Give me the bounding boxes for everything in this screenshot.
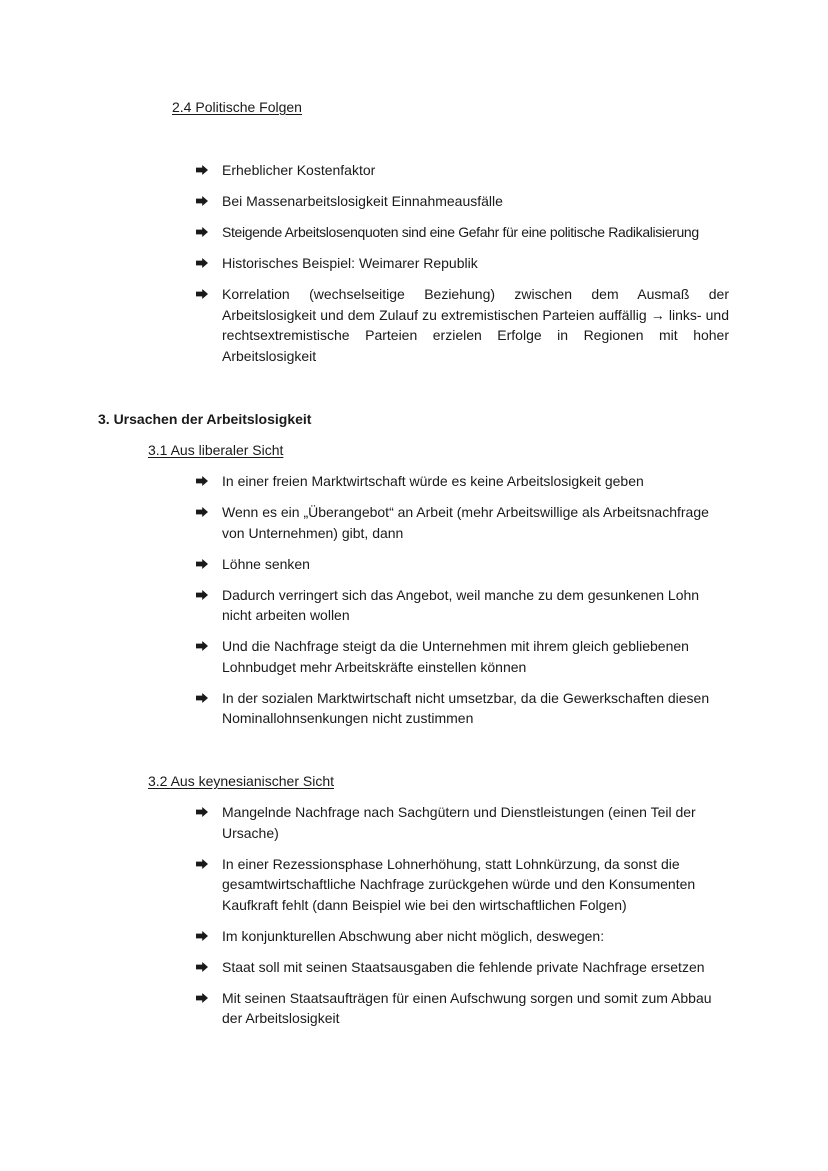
section-3-2-heading: 3.2 Aus keynesianischer Sicht bbox=[148, 773, 334, 789]
arrow-bullet-icon bbox=[196, 636, 222, 657]
arrow-bullet-icon bbox=[196, 688, 222, 709]
list-item bbox=[196, 636, 729, 677]
list-item-text: Historisches Beispiel: Weimarer Republik bbox=[222, 255, 478, 271]
section-3-1-heading: 3.1 Aus liberaler Sicht bbox=[148, 442, 284, 458]
arrow-bullet-icon bbox=[196, 253, 222, 274]
list-item bbox=[196, 585, 729, 626]
list-item bbox=[196, 191, 729, 212]
arrow-bullet-icon bbox=[196, 284, 222, 305]
arrow-bullet-icon bbox=[196, 926, 222, 947]
list-item bbox=[196, 854, 729, 916]
list-item-text: Wenn es ein „Überangebot“ an Arbeit (mehr Arbeitswillige als Arbeitsnachfrage von Unternehmen) gibt, dann bbox=[222, 504, 709, 541]
list-item bbox=[196, 554, 729, 575]
list-item bbox=[196, 926, 729, 947]
arrow-bullet-icon bbox=[196, 585, 222, 606]
list-item bbox=[196, 284, 729, 366]
list-item-text: In der sozialen Marktwirtschaft nicht umsetzbar, da die Gewerkschaften diesen Nominallohnsenkungen nicht zustimmen bbox=[222, 689, 710, 726]
list-item-text: Erheblicher Kostenfaktor bbox=[222, 162, 376, 178]
list-item bbox=[196, 802, 729, 843]
list-item-text: Im konjunkturellen Abschwung aber nicht möglich, deswegen: bbox=[222, 927, 605, 944]
list-item-text: Mit seinen Staatsaufträgen für einen Aufschwung sorgen und somit zum Abbau der Arbeitslosigkeit bbox=[222, 989, 712, 1026]
list-item bbox=[196, 471, 729, 492]
arrow-bullet-icon bbox=[196, 854, 222, 875]
list-item-text: Und die Nachfrage steigt da die Unternehmen mit ihrem gleich gebliebenen Lohnbudget mehr Arbeitskräfte einstellen können bbox=[222, 638, 689, 675]
list-item-text: Löhne senken bbox=[222, 555, 310, 572]
list-item-text: Steigende Arbeitslosenquoten sind eine Gefahr für eine politische Radikalisierung bbox=[222, 224, 699, 240]
arrow-bullet-icon bbox=[196, 471, 222, 492]
arrow-bullet-icon bbox=[196, 191, 222, 212]
arrow-bullet-icon bbox=[196, 222, 222, 243]
section-3-1-list bbox=[196, 471, 729, 729]
list-item-text: In einer Rezessionsphase Lohnerhöhung, statt Lohnkürzung, da sonst die gesamtwirtschaftliche Nachfrage zurückgehen würde und den Konsumenten Kaufkraft fehlt (dann Beispiel wie bei den wirtschaftlichen Folgen) bbox=[222, 855, 696, 913]
list-item bbox=[196, 160, 729, 181]
list-item-text: Bei Massenarbeitslosigkeit Einnahmeausfälle bbox=[222, 193, 503, 209]
arrow-bullet-icon bbox=[196, 554, 222, 575]
section-3-heading: 3. Ursachen der Arbeitslosigkeit bbox=[98, 411, 312, 427]
section-2-4-list bbox=[196, 160, 729, 366]
section-3-2-list bbox=[196, 802, 729, 1029]
list-item bbox=[196, 988, 729, 1029]
list-item bbox=[196, 957, 729, 978]
section-2-4-heading: 2.4 Politische Folgen bbox=[172, 99, 302, 115]
arrow-bullet-icon bbox=[196, 802, 222, 823]
list-item bbox=[196, 222, 729, 243]
list-item-text: Dadurch verringert sich das Angebot, weil manche zu dem gesunkenen Lohn nicht arbeiten wollen bbox=[222, 586, 700, 623]
arrow-bullet-icon bbox=[196, 502, 222, 523]
list-item-text: Mangelnde Nachfrage nach Sachgütern und Dienstleistungen (einen Teil der Ursache) bbox=[222, 804, 696, 841]
list-item-text: Staat soll mit seinen Staatsausgaben die fehlende private Nachfrage ersetzen bbox=[222, 958, 705, 975]
list-item-text: In einer freien Marktwirtschaft würde es keine Arbeitslosigkeit geben bbox=[222, 473, 644, 489]
list-item bbox=[196, 502, 729, 543]
arrow-bullet-icon bbox=[196, 160, 222, 181]
list-item bbox=[196, 253, 729, 274]
arrow-bullet-icon bbox=[196, 988, 222, 1009]
arrow-bullet-icon bbox=[196, 957, 222, 978]
list-item-text: Korrelation (wechselseitige Beziehung) zwischen dem Ausmaß der Arbeitslosigkeit und dem Zulauf zu extremistischen Parteien auffällig → links- und rechtsextremistische Parteien erzielen Erfolge in Regionen mit hoher Arbeitslosigkeit bbox=[222, 286, 729, 364]
list-item bbox=[196, 688, 729, 729]
